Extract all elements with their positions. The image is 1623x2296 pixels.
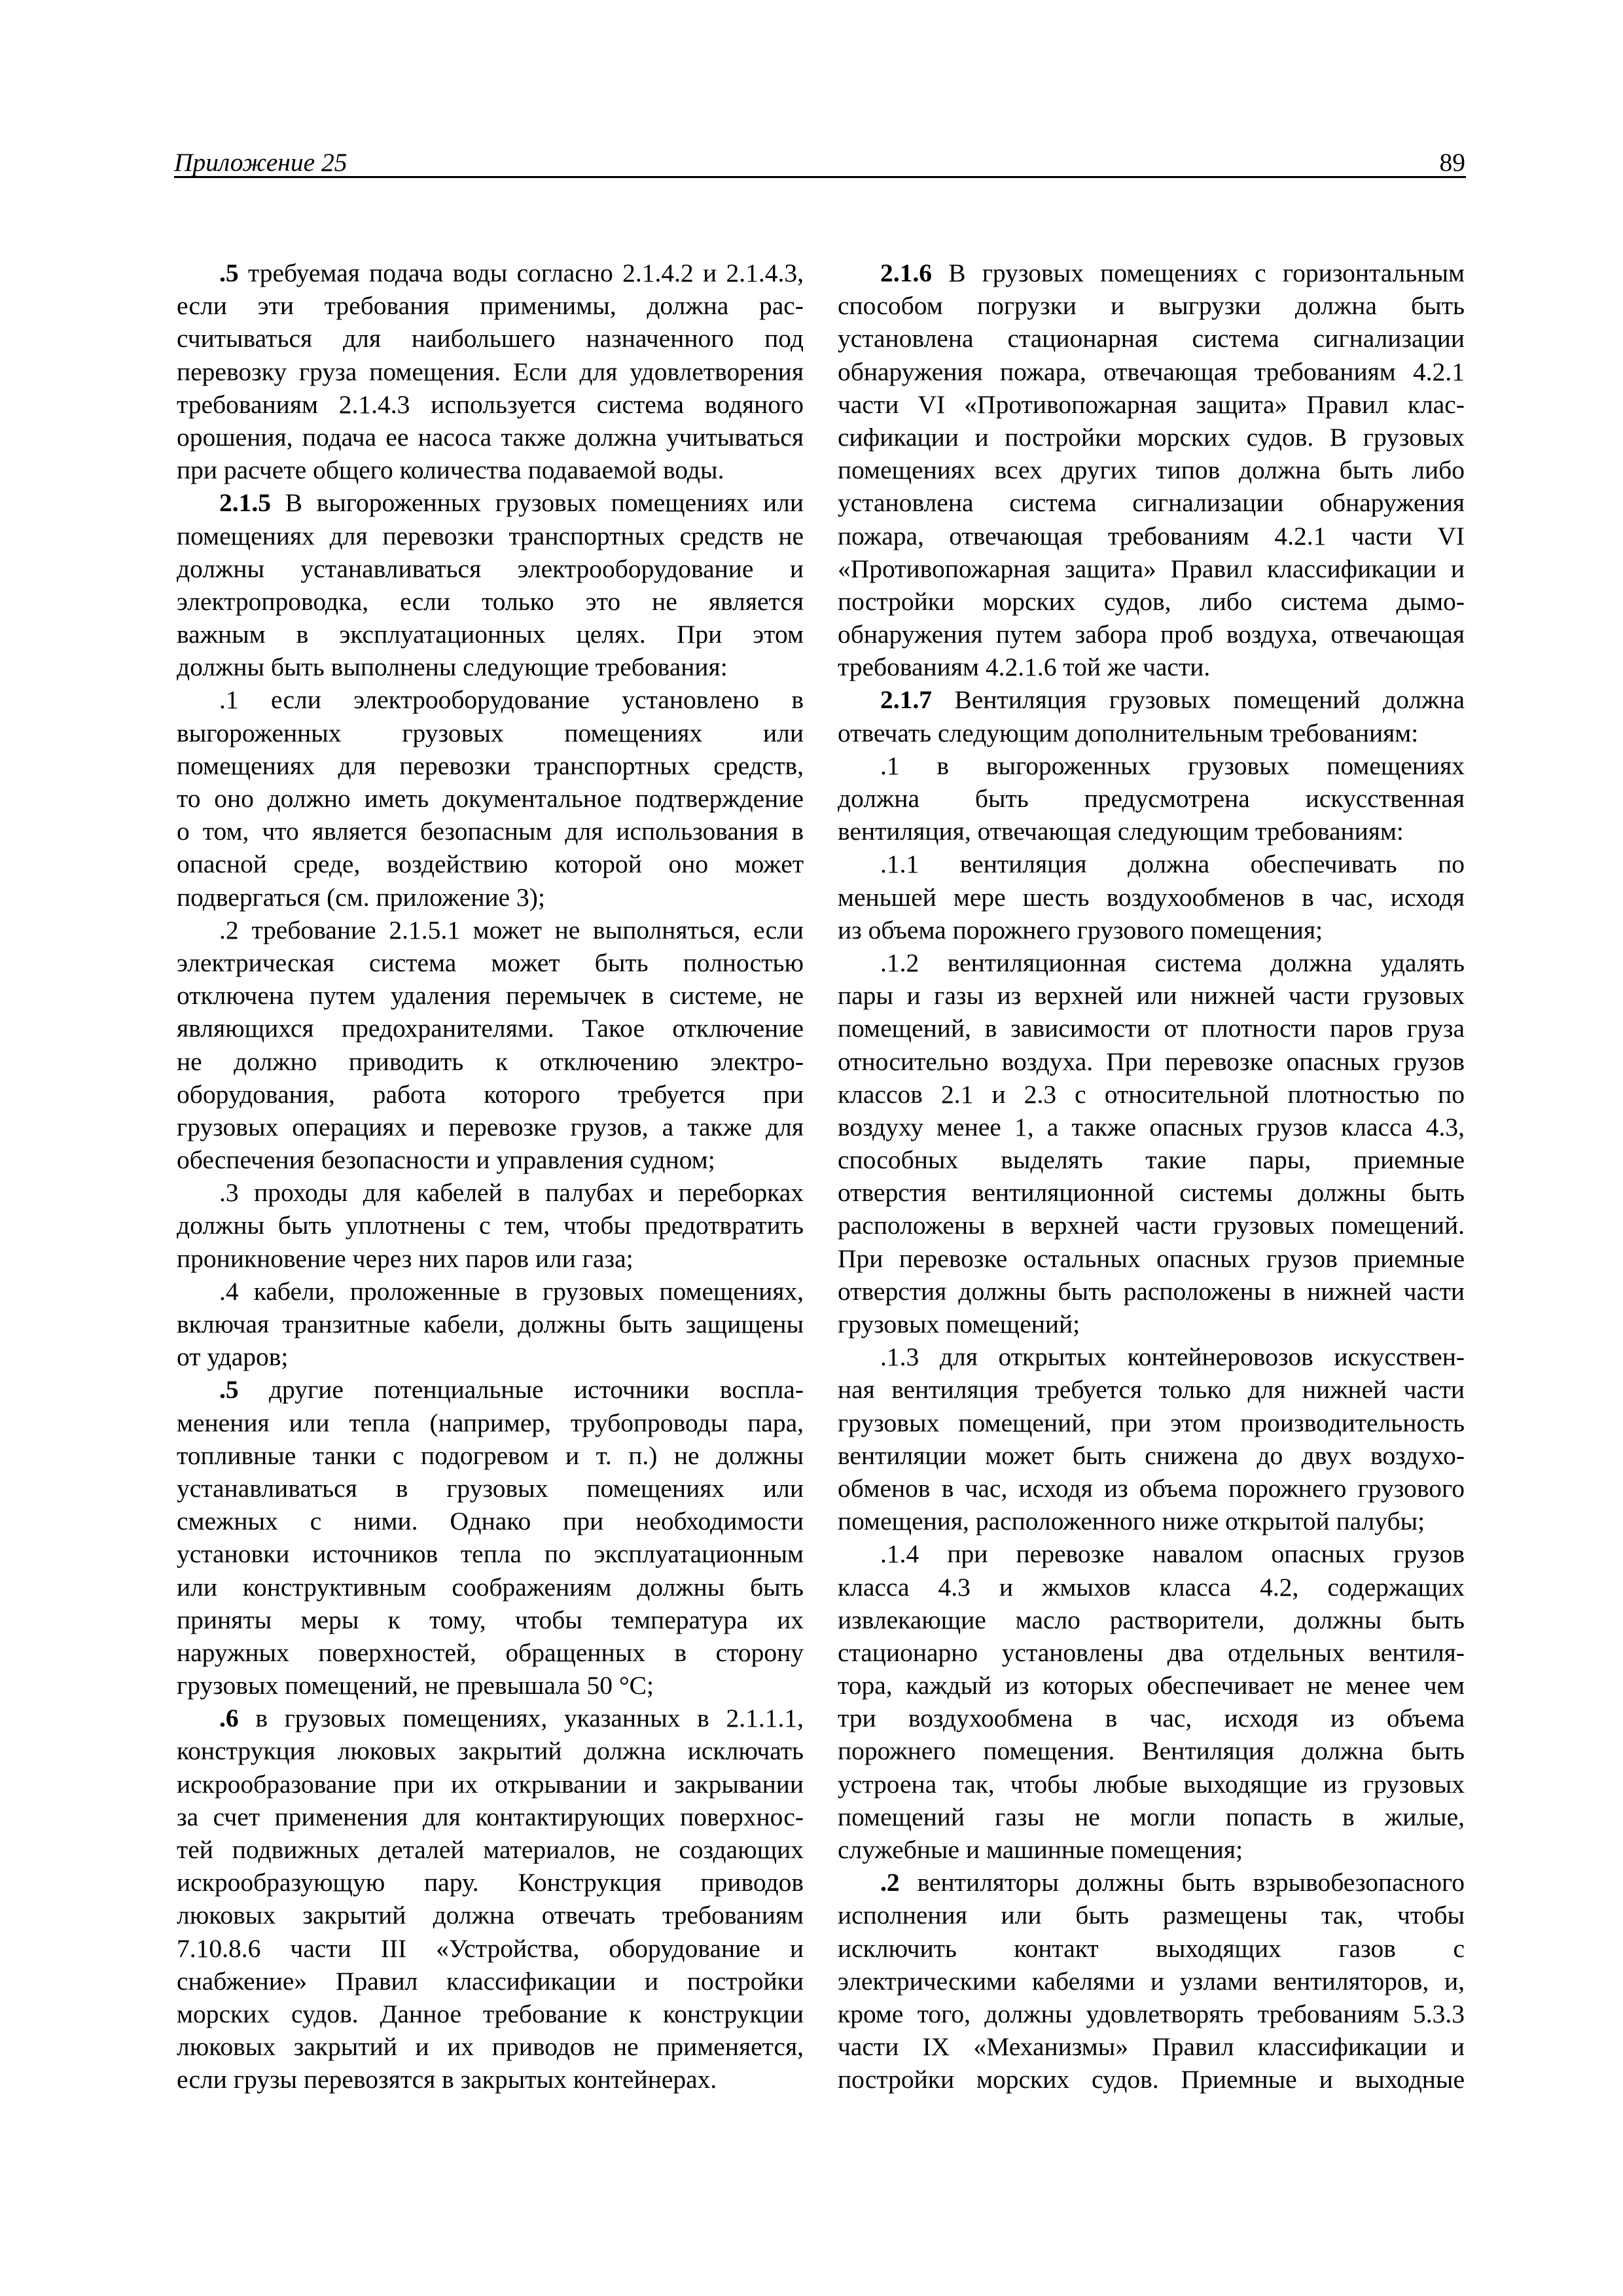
- text-line: [177, 289, 804, 322]
- line-text: искрообразующую пару. Конструкция приводов: [177, 1868, 804, 1897]
- paragraph: [177, 1702, 804, 2096]
- text-line: [177, 1734, 804, 1767]
- text-line: [838, 1111, 1465, 1143]
- text-line: [838, 520, 1465, 552]
- text-line: [177, 454, 804, 486]
- line-text: грузовых операциях и перевозке грузов, а также для: [177, 1112, 804, 1141]
- text-line: [177, 979, 804, 1012]
- line-text: помещений, в зависимости от плотности паров груза: [838, 1014, 1465, 1043]
- line-text: требованиям 2.1.4.3 используется система водяного: [177, 389, 804, 419]
- line-text: конструкция люковых закрытий должна исключать: [177, 1736, 804, 1766]
- line-text: из объема порожнего грузового помещения;: [838, 915, 1323, 944]
- text-line: [177, 815, 804, 848]
- line-text: В грузовых помещениях с горизонтальным: [948, 259, 1465, 287]
- text-line: [177, 1143, 804, 1176]
- text-line: [838, 1505, 1465, 1537]
- line-text: помещений газы не могли попасть в жилые,: [838, 1802, 1465, 1831]
- line-text: вентиляторы должны быть взрывобезопасного: [917, 1868, 1465, 1897]
- paragraph: [177, 1275, 804, 1374]
- item-number: .1: [219, 685, 239, 715]
- line-text: то оно должно иметь документальное подтверждение: [177, 784, 804, 813]
- line-text: классов 2.1 и 2.3 с относительной плотностью по: [838, 1079, 1465, 1109]
- line-text: обнаружения пожара, отвечающая требованиям 4.2.1: [838, 357, 1465, 386]
- line-text: В выгороженных грузовых помещениях или: [285, 488, 804, 518]
- text-line: [838, 749, 1465, 782]
- text-line: [838, 1176, 1465, 1209]
- line-text: обменов в час, исходя из объема порожнего грузового: [838, 1473, 1465, 1503]
- line-text: пары и газы из верхней или нижней части грузовых: [838, 981, 1465, 1011]
- item-number: .5: [219, 1375, 239, 1405]
- item-number: .6: [219, 1704, 239, 1733]
- line-text: порожнего помещения. Вентиляция должна быть: [838, 1736, 1465, 1766]
- text-line: [838, 1340, 1465, 1373]
- paragraph: [838, 683, 1465, 749]
- text-line: [177, 1439, 804, 1472]
- line-text: расположены в верхней части грузовых помещений.: [838, 1211, 1465, 1240]
- line-text: способных выделять такие пары, приемные: [838, 1145, 1465, 1175]
- text-line: [838, 1866, 1465, 1899]
- item-number: .1.4: [880, 1539, 919, 1569]
- line-text: требование 2.1.5.1 может не выполняться, если: [251, 915, 804, 944]
- text-line: [838, 1537, 1465, 1570]
- text-line: [177, 257, 804, 289]
- text-line: [838, 881, 1465, 914]
- line-text: должны быть выполнены следующие требования:: [177, 653, 728, 682]
- text-line: [177, 1571, 804, 1604]
- item-number: .5: [219, 259, 239, 287]
- line-text: выгороженных грузовых помещениях или: [177, 718, 804, 747]
- line-text: проходы для кабелей в палубах и переборках: [254, 1178, 804, 1208]
- item-number: 2.1.5: [219, 488, 271, 518]
- paragraph: [838, 848, 1465, 946]
- line-text: исполнения или быть размещены так, чтобы: [838, 1901, 1465, 1930]
- text-line: [838, 1209, 1465, 1242]
- line-text: тей подвижных деталей материалов, не создающих: [177, 1835, 804, 1864]
- text-line: [838, 1275, 1465, 1308]
- line-text: устроена так, чтобы любые выходящие из грузовых: [838, 1769, 1465, 1799]
- text-line: [177, 848, 804, 880]
- paragraph: [838, 1340, 1465, 1537]
- line-text: важным в эксплуатационных целях. При этом: [177, 620, 804, 649]
- line-text: или конструктивным соображениям должны быть: [177, 1572, 804, 1602]
- line-text: морских судов. Данное требование к конструкции: [177, 1999, 804, 2028]
- text-line: [177, 1078, 804, 1111]
- line-text: помещениях для перевозки транспортных средств не: [177, 521, 804, 550]
- line-text: ная вентиляция требуется только для нижней части: [838, 1375, 1465, 1405]
- line-text: если грузы перевозятся в закрытых контейнерах.: [177, 2065, 717, 2094]
- paragraph: [838, 946, 1465, 1340]
- line-text: При перевозке остальных опасных грузов приемные: [838, 1244, 1465, 1273]
- line-text: отключена путем удаления перемычек в системе, не: [177, 981, 804, 1011]
- text-line: [838, 1242, 1465, 1275]
- text-line: [838, 1998, 1465, 2030]
- text-line: [177, 552, 804, 585]
- line-text: при перевозке навалом опасных грузов: [947, 1539, 1465, 1569]
- line-text: считываться для наибольшего назначенного под: [177, 324, 804, 353]
- line-text: если эти требования применимы, должна рас-: [177, 291, 804, 321]
- text-line: [838, 585, 1465, 618]
- line-text: 7.10.8.6 части III «Устройства, оборудование и: [177, 1933, 804, 1963]
- line-text: не должно приводить к отключению электро-: [177, 1047, 804, 1076]
- text-line: [838, 717, 1465, 749]
- text-line: [177, 1965, 804, 1998]
- line-text: вентиляция, отвечающая следующим требованиям:: [838, 817, 1404, 846]
- right-column: [838, 257, 1465, 2096]
- text-line: [838, 1472, 1465, 1505]
- text-line: [838, 1932, 1465, 1965]
- line-text: отверстия вентиляционной системы должны быть: [838, 1178, 1465, 1208]
- text-line: [838, 1965, 1465, 1998]
- line-text: менения или тепла (например, трубопроводы пара,: [177, 1408, 804, 1437]
- line-text: вентиляционная система должна удалять: [947, 948, 1465, 977]
- text-line: [838, 979, 1465, 1012]
- paragraph: [177, 1176, 804, 1275]
- text-line: [177, 1012, 804, 1045]
- text-line: [838, 552, 1465, 585]
- text-line: [838, 257, 1465, 289]
- item-number: .3: [219, 1178, 239, 1208]
- text-line: [177, 914, 804, 946]
- line-text: люковых закрытий и их приводов не применяется,: [177, 2032, 804, 2062]
- text-line: [838, 421, 1465, 454]
- text-line: [838, 1604, 1465, 1636]
- line-text: смежных с ними. Однако при необходимости: [177, 1507, 804, 1536]
- text-line: [177, 1899, 804, 1931]
- line-text: топливные танки с подогревом и т. п.) не должны: [177, 1441, 804, 1470]
- paragraph: [838, 257, 1465, 683]
- text-line: [838, 454, 1465, 486]
- item-number: 2.1.6: [880, 259, 932, 287]
- text-line: [838, 388, 1465, 421]
- line-text: обнаружения путем забора проб воздуха, отвечающая: [838, 620, 1465, 649]
- text-line: [838, 1439, 1465, 1472]
- text-line: [177, 1472, 804, 1505]
- item-number: .1.1: [880, 850, 919, 879]
- line-text: должна быть предусмотрена искусственная: [838, 784, 1465, 813]
- line-text: в выгороженных грузовых помещениях: [936, 751, 1465, 780]
- item-number: .1.3: [880, 1342, 919, 1372]
- text-line: [838, 1308, 1465, 1340]
- line-text: если электрооборудование установлено в: [270, 685, 804, 715]
- text-line: [177, 1275, 804, 1308]
- line-text: при расчете общего количества подаваемой воды.: [177, 456, 724, 485]
- text-line: [177, 1407, 804, 1439]
- text-line: [838, 1899, 1465, 1931]
- line-text: электрическая система может быть полностью: [177, 948, 804, 977]
- text-line: [838, 1373, 1465, 1406]
- line-text: помещения, расположенного ниже открытой палубы;: [838, 1507, 1425, 1536]
- item-number: .2: [219, 915, 239, 944]
- item-number: .1: [880, 751, 900, 780]
- text-line: [177, 618, 804, 651]
- text-line: [177, 1998, 804, 2030]
- line-text: воздуху менее 1, а также опасных грузов класса 4.3,: [838, 1112, 1465, 1141]
- text-line: [177, 1045, 804, 1078]
- text-line: [177, 1669, 804, 1702]
- text-line: [177, 1340, 804, 1373]
- text-line: [177, 1866, 804, 1899]
- text-line: [177, 946, 804, 979]
- text-line: [177, 520, 804, 552]
- line-text: вентиляции может быть снижена до двух воздухо-: [838, 1441, 1465, 1470]
- text-line: [838, 1078, 1465, 1111]
- paragraph: [838, 1866, 1465, 2096]
- text-line: [177, 717, 804, 749]
- paragraph: [177, 257, 804, 486]
- text-line: [177, 1176, 804, 1209]
- text-line: [838, 1734, 1465, 1767]
- line-text: кроме того, должны удовлетворять требованиям 5.3.3: [838, 1999, 1465, 2028]
- text-line: [838, 1702, 1465, 1734]
- text-line: [177, 651, 804, 683]
- header-rule: [174, 176, 1466, 178]
- text-line: [177, 1702, 804, 1734]
- text-line: [177, 1209, 804, 1242]
- text-line: [177, 322, 804, 355]
- text-line: [177, 782, 804, 815]
- paragraph: [838, 1537, 1465, 1866]
- text-line: [838, 1669, 1465, 1702]
- text-line: [177, 1111, 804, 1143]
- text-line: [838, 651, 1465, 683]
- text-line: [838, 1833, 1465, 1866]
- paragraph: [177, 683, 804, 913]
- line-text: наружных поверхностей, обращенных в сторону: [177, 1638, 804, 1667]
- line-text: являющихся предохранителями. Такое отключение: [177, 1014, 804, 1043]
- line-text: оборудования, работа которого требуется при: [177, 1079, 804, 1109]
- text-line: [177, 2030, 804, 2063]
- text-line: [838, 1768, 1465, 1801]
- text-line: [177, 2063, 804, 2096]
- text-line: [838, 1012, 1465, 1045]
- paragraph: [838, 749, 1465, 848]
- line-text: способом погрузки и выгрузки должна быть: [838, 291, 1465, 321]
- line-text: вентиляция должна обеспечивать по: [959, 850, 1465, 879]
- line-text: помещениях для перевозки транспортных средств,: [177, 751, 804, 780]
- line-text: постройки морских судов. Приемные и выходные: [838, 2065, 1465, 2094]
- text-line: [838, 1045, 1465, 1078]
- line-text: электрическими кабелями и узлами вентиляторов, и,: [838, 1966, 1465, 1996]
- line-text: обеспечения безопасности и управления судном;: [177, 1145, 715, 1175]
- text-line: [838, 2030, 1465, 2063]
- line-text: должны устанавливаться электрооборудование и: [177, 554, 804, 583]
- left-column: [177, 257, 804, 2096]
- line-text: в грузовых помещениях, указанных в 2.1.1.1,: [255, 1704, 804, 1733]
- item-number: .2: [880, 1868, 900, 1897]
- paragraph: [177, 1373, 804, 1702]
- line-text: тора, каждый из которых обеспечивает не менее чем: [838, 1671, 1465, 1700]
- line-text: части IX «Механизмы» Правил классификации и: [838, 2032, 1465, 2062]
- line-text: грузовых помещений, при этом производительность: [838, 1408, 1465, 1437]
- line-text: части VI «Противопожарная защита» Правил клас-: [838, 389, 1465, 419]
- line-text: для открытых контейнеровозов искусствен-: [939, 1342, 1465, 1372]
- line-text: устанавливаться в грузовых помещениях или: [177, 1473, 804, 1503]
- line-text: сификации и постройки морских судов. В грузовых: [838, 422, 1465, 452]
- line-text: установлена система сигнализации обнаружения: [838, 488, 1465, 518]
- line-text: другие потенциальные источники воспла-: [268, 1375, 804, 1405]
- text-line: [177, 1932, 804, 1965]
- text-line: [838, 2063, 1465, 2096]
- item-number: 2.1.7: [880, 685, 932, 715]
- line-text: включая транзитные кабели, должны быть защищены: [177, 1310, 804, 1338]
- line-text: три воздухообмена в час, исходя из объема: [838, 1704, 1465, 1733]
- text-line: [838, 1636, 1465, 1669]
- line-text: перевозку груза помещения. Если для удовлетворения: [177, 357, 804, 386]
- line-text: класса 4.3 и жмыхов класса 4.2, содержащих: [838, 1572, 1465, 1602]
- text-line: [177, 1801, 804, 1833]
- line-text: стационарно установлены два отдельных вентиля-: [838, 1638, 1465, 1667]
- line-text: исключить контакт выходящих газов с: [838, 1933, 1465, 1963]
- text-line: [177, 1308, 804, 1340]
- text-line: [177, 388, 804, 421]
- text-line: [177, 1242, 804, 1275]
- line-text: проникновение через них паров или газа;: [177, 1244, 633, 1273]
- text-line: [838, 782, 1465, 815]
- text-line: [177, 1768, 804, 1801]
- line-text: о том, что является безопасным для использования в: [177, 817, 804, 846]
- line-text: служебные и машинные помещения;: [838, 1835, 1243, 1864]
- line-text: грузовых помещений;: [838, 1310, 1080, 1338]
- text-line: [838, 1801, 1465, 1833]
- paragraph: [177, 914, 804, 1177]
- item-number: .1.2: [880, 948, 919, 977]
- line-text: грузовых помещений, не превышала 50 °С;: [177, 1671, 654, 1700]
- line-text: «Противопожарная защита» Правил классификации и: [838, 554, 1465, 583]
- text-line: [177, 1373, 804, 1406]
- line-text: отверстия должны быть расположены в нижней части: [838, 1276, 1465, 1306]
- line-text: орошения, подача ее насоса также должна учитываться: [177, 422, 804, 452]
- line-text: Вентиляция грузовых помещений должна: [954, 685, 1465, 715]
- line-text: отвечать следующим дополнительным требованиям:: [838, 718, 1419, 747]
- text-line: [177, 881, 804, 914]
- line-text: относительно воздуха. При перевозке опасных грузов: [838, 1047, 1465, 1076]
- text-line: [177, 355, 804, 388]
- text-line: [177, 683, 804, 716]
- line-text: помещениях всех других типов должна быть либо: [838, 456, 1465, 485]
- text-line: [177, 1537, 804, 1570]
- running-header-title: Приложение 25: [174, 148, 348, 177]
- text-line: [838, 946, 1465, 979]
- line-text: от ударов;: [177, 1342, 289, 1372]
- text-line: [177, 749, 804, 782]
- page-number: 89: [1439, 148, 1465, 177]
- line-text: постройки морских судов, либо система дымо-: [838, 586, 1465, 616]
- line-text: за счет применения для контактирующих поверхнос-: [177, 1802, 804, 1831]
- line-text: меньшей мере шесть воздухообменов в час, исходя: [838, 882, 1465, 912]
- line-text: электропроводка, если только это не является: [177, 586, 804, 616]
- text-line: [177, 1833, 804, 1866]
- line-text: люковых закрытий должна отвечать требованиям: [177, 1901, 804, 1930]
- paragraph: [177, 486, 804, 683]
- line-text: должны быть уплотнены с тем, чтобы предотвратить: [177, 1211, 804, 1240]
- text-line: [177, 421, 804, 454]
- text-line: [838, 355, 1465, 388]
- item-number: .4: [219, 1276, 239, 1306]
- text-line: [838, 1571, 1465, 1604]
- text-line: [838, 289, 1465, 322]
- text-line: [177, 486, 804, 519]
- text-line: [838, 618, 1465, 651]
- text-line: [838, 322, 1465, 355]
- text-line: [838, 848, 1465, 880]
- line-text: опасной среде, воздействию которой оно может: [177, 850, 804, 879]
- text-line: [177, 1505, 804, 1537]
- text-line: [177, 585, 804, 618]
- line-text: искрообразование при их открывании и закрывании: [177, 1769, 804, 1799]
- text-line: [838, 815, 1465, 848]
- text-line: [838, 683, 1465, 716]
- text-line: [177, 1604, 804, 1636]
- line-text: требованиям 4.2.1.6 той же части.: [838, 653, 1211, 682]
- text-line: [838, 1407, 1465, 1439]
- text-line: [838, 486, 1465, 519]
- line-text: подвергаться (см. приложение 3);: [177, 882, 545, 912]
- text-line: [838, 914, 1465, 946]
- text-line: [177, 1636, 804, 1669]
- line-text: установлена стационарная система сигнализации: [838, 324, 1465, 353]
- line-text: пожара, отвечающая требованиям 4.2.1 части VI: [838, 521, 1465, 550]
- line-text: требуемая подача воды согласно 2.1.4.2 и 2.1.4.3,: [247, 259, 804, 287]
- line-text: снабжение» Правил классификации и постройки: [177, 1966, 804, 1996]
- line-text: извлекающие масло растворители, должны быть: [838, 1605, 1465, 1634]
- line-text: приняты меры к тому, чтобы температура их: [177, 1605, 804, 1634]
- text-line: [838, 1143, 1465, 1176]
- line-text: кабели, проложенные в грузовых помещениях,: [253, 1276, 804, 1306]
- line-text: установки источников тепла по эксплуатационным: [177, 1539, 804, 1569]
